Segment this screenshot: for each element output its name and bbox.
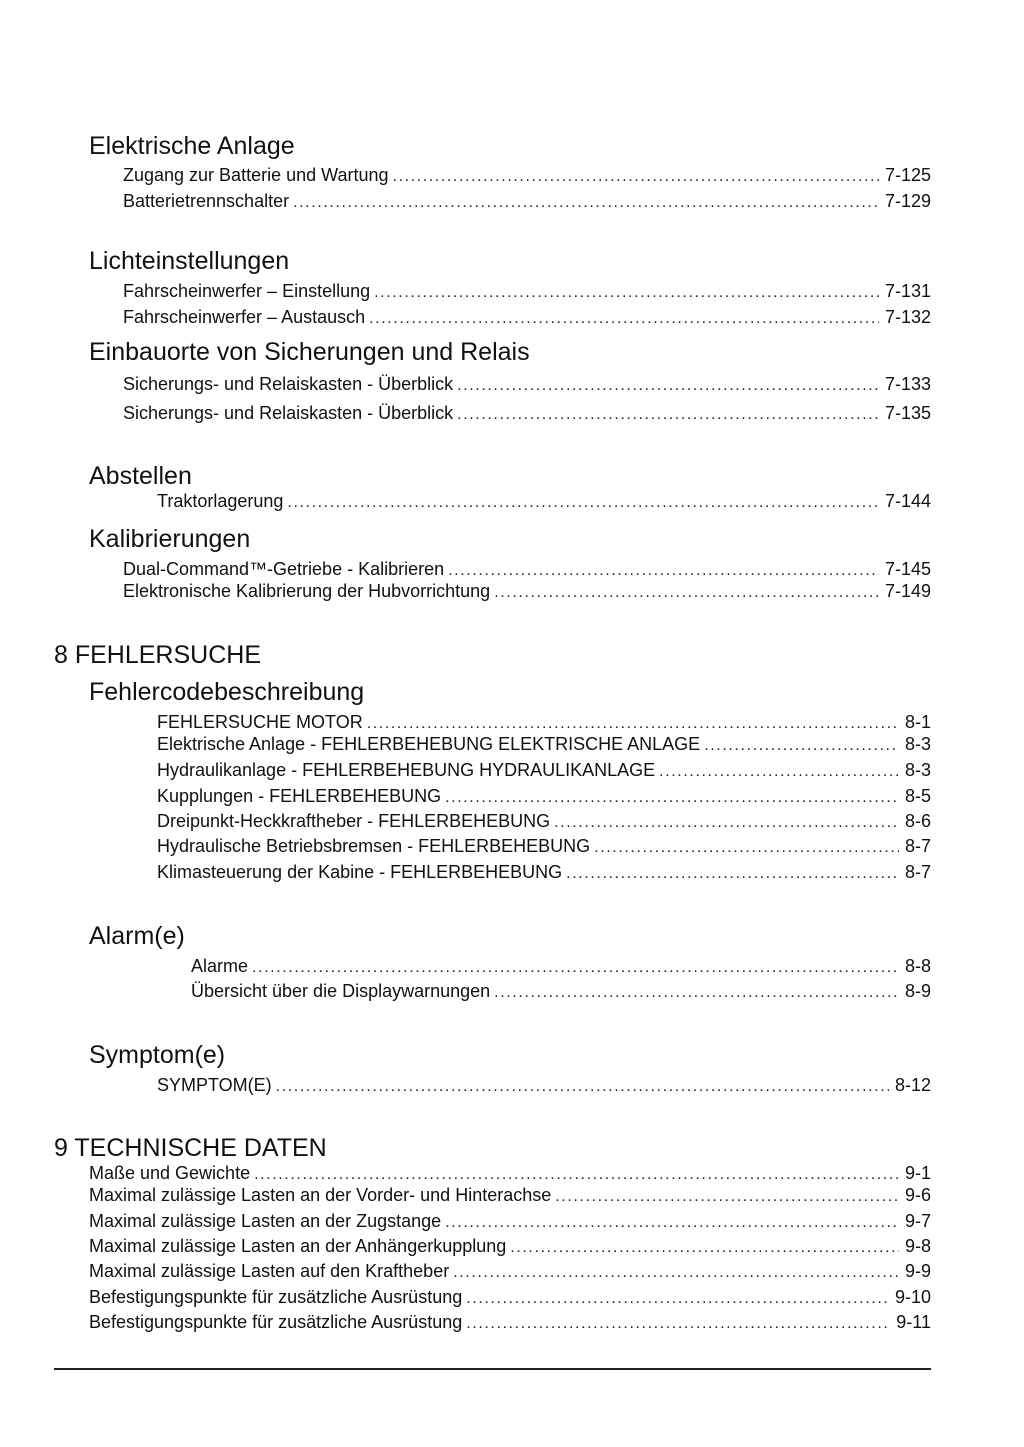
- toc-entry-title: Maximal zulässige Lasten auf den Kraftheber: [89, 1261, 450, 1281]
- toc-entry-page: 7-129: [884, 191, 931, 211]
- toc-entry-page: 8-12: [894, 1075, 931, 1095]
- toc-dot-leader: [555, 1186, 899, 1208]
- toc-entry-page: 8-7: [904, 862, 931, 882]
- toc-entry-page: 8-6: [904, 811, 931, 831]
- toc-dot-leader: [466, 1288, 889, 1310]
- toc-entry-page: 7-133: [884, 374, 931, 394]
- toc-dot-leader: [293, 192, 879, 214]
- toc-entry-page: 8-1: [904, 712, 931, 732]
- toc-entry-title: Zugang zur Batterie und Wartung: [123, 165, 389, 185]
- chapter-heading-fehlersuche: 8 FEHLERSUCHE: [54, 641, 261, 669]
- section-heading-kalibrierungen: Kalibrierungen: [89, 525, 251, 553]
- toc-entry-page: 8-3: [904, 760, 931, 780]
- toc-dot-leader: [392, 166, 878, 188]
- toc-dot-leader: [466, 1313, 890, 1335]
- toc-entry-title: Hydraulische Betriebsbremsen - FEHLERBEHEBUNG: [157, 836, 591, 856]
- toc-entry-page: 9-9: [904, 1261, 931, 1281]
- toc-entry-title: Hydraulikanlage - FEHLERBEHEBUNG HYDRAULIKANLAGE: [157, 760, 656, 780]
- chapter-heading-technische-daten: 9 TECHNISCHE DATEN: [54, 1134, 327, 1162]
- toc-dot-leader: [659, 761, 899, 783]
- toc-dot-leader: [566, 863, 899, 885]
- toc-entry-title: Fahrscheinwerfer – Einstellung: [123, 281, 371, 301]
- toc-dot-leader: [374, 282, 879, 304]
- toc-entry-title: Elektronische Kalibrierung der Hubvorrichtung: [123, 581, 491, 601]
- toc-entry[interactable]: [123, 190, 931, 214]
- toc-entry-page: 9-10: [894, 1287, 931, 1307]
- section-heading-sicherungen-relais: Einbauorte von Sicherungen und Relais: [89, 338, 530, 366]
- toc-entry-page: 9-7: [904, 1211, 931, 1231]
- toc-entry-page: 9-6: [904, 1185, 931, 1205]
- toc-entry[interactable]: [157, 835, 931, 859]
- toc-dot-leader: [254, 1164, 899, 1186]
- toc-entry-title: Batterietrennschalter: [123, 191, 290, 211]
- toc-entry[interactable]: [89, 1235, 931, 1259]
- toc-entry[interactable]: [123, 558, 931, 582]
- toc-entry-title: Sicherungs- und Relaiskasten - Überblick: [123, 374, 454, 394]
- toc-entry[interactable]: [123, 580, 931, 604]
- toc-entry[interactable]: [123, 164, 931, 188]
- toc-entry-page: 9-11: [896, 1312, 931, 1332]
- toc-dot-leader: [448, 560, 879, 582]
- toc-entry[interactable]: [157, 1074, 931, 1098]
- toc-dot-leader: [510, 1237, 899, 1259]
- toc-entry-page: 9-1: [904, 1163, 931, 1183]
- toc-entry-page: 7-125: [884, 165, 931, 185]
- toc-entry-title: Maximal zulässige Lasten an der Vorder- und Hinterachse: [89, 1185, 552, 1205]
- toc-entry-title: Befestigungspunkte für zusätzliche Ausrüstung: [89, 1287, 463, 1307]
- toc-entry-page: 9-8: [904, 1236, 931, 1256]
- toc-entry-page: 8-3: [904, 734, 931, 754]
- toc-dot-leader: [453, 1262, 899, 1284]
- section-heading-alarme: Alarm(e): [89, 922, 185, 950]
- toc-entry-title: Elektrische Anlage - FEHLERBEHEBUNG ELEKTRISCHE ANLAGE: [157, 734, 701, 754]
- toc-entry[interactable]: [191, 955, 931, 979]
- toc-entry[interactable]: [123, 306, 931, 330]
- toc-entry-page: 7-145: [884, 559, 931, 579]
- toc-entry-title: Sicherungs- und Relaiskasten - Überblick: [123, 403, 454, 423]
- toc-entry[interactable]: [89, 1184, 931, 1208]
- toc-dot-leader: [367, 713, 899, 735]
- toc-entry[interactable]: [123, 373, 931, 397]
- toc-entry-title: Kupplungen - FEHLERBEHEBUNG: [157, 786, 442, 806]
- section-heading-symptome: Symptom(e): [89, 1041, 226, 1069]
- section-heading-fehlercodebeschreibung: Fehlercodebeschreibung: [89, 678, 365, 706]
- footer-divider: [54, 1368, 931, 1370]
- toc-dot-leader: [369, 308, 879, 330]
- section-heading-elektrische-anlage: Elektrische Anlage: [89, 132, 295, 160]
- toc-entry[interactable]: [157, 810, 931, 834]
- toc-entry-title: Maximal zulässige Lasten an der Anhängerkupplung: [89, 1236, 507, 1256]
- toc-entry[interactable]: [89, 1162, 931, 1186]
- toc-entry[interactable]: [157, 733, 931, 757]
- toc-entry-title: Traktorlagerung: [157, 491, 284, 511]
- toc-entry[interactable]: [157, 785, 931, 809]
- toc-dot-leader: [704, 735, 899, 757]
- toc-entry-page: 8-9: [904, 981, 931, 1001]
- toc-dot-leader: [445, 1212, 899, 1234]
- toc-entry-page: 8-7: [904, 836, 931, 856]
- toc-dot-leader: [252, 957, 899, 979]
- toc-dot-leader: [287, 492, 879, 514]
- toc-entry-title: Maximal zulässige Lasten an der Zugstange: [89, 1211, 442, 1231]
- toc-entry-title: Fahrscheinwerfer – Austausch: [123, 307, 366, 327]
- toc-dot-leader: [457, 375, 879, 397]
- toc-entry-title: Alarme: [191, 956, 249, 976]
- toc-entry-title: FEHLERSUCHE MOTOR: [157, 712, 363, 732]
- section-heading-lichteinstellungen: Lichteinstellungen: [89, 247, 290, 275]
- toc-dot-leader: [494, 982, 899, 1004]
- toc-entry[interactable]: [89, 1286, 931, 1310]
- toc-entry-title: SYMPTOM(E): [157, 1075, 272, 1095]
- toc-entry[interactable]: [89, 1260, 931, 1284]
- toc-entry-title: Dreipunkt-Heckkraftheber - FEHLERBEHEBUNG: [157, 811, 551, 831]
- toc-entry[interactable]: [191, 980, 931, 1004]
- toc-dot-leader: [594, 837, 899, 859]
- toc-entry-page: 8-5: [904, 786, 931, 806]
- toc-entry-title: Befestigungspunkte für zusätzliche Ausrüstung: [89, 1312, 463, 1332]
- section-heading-abstellen: Abstellen: [89, 462, 192, 490]
- toc-entry-title: Übersicht über die Displaywarnungen: [191, 981, 491, 1001]
- toc-entry[interactable]: [89, 1311, 931, 1335]
- toc-entry-page: 7-144: [884, 491, 931, 511]
- toc-entry[interactable]: [123, 402, 931, 426]
- toc-dot-leader: [276, 1076, 889, 1098]
- toc-entry-title: Dual-Command™-Getriebe - Kalibrieren: [123, 559, 445, 579]
- toc-entry[interactable]: [89, 1210, 931, 1234]
- toc-dot-leader: [445, 787, 899, 809]
- toc-entry[interactable]: [157, 490, 931, 514]
- toc-entry-page: 8-8: [904, 956, 931, 976]
- toc-entry-page: 7-135: [884, 403, 931, 423]
- toc-dot-leader: [494, 582, 879, 604]
- toc-entry-page: 7-131: [884, 281, 931, 301]
- toc-dot-leader: [457, 404, 879, 426]
- toc-entry-page: 7-132: [884, 307, 931, 327]
- toc-entry[interactable]: [157, 759, 931, 783]
- toc-entry[interactable]: [123, 280, 931, 304]
- toc-entry-title: Maße und Gewichte: [89, 1163, 251, 1183]
- toc-entry[interactable]: [157, 711, 931, 735]
- toc-entry-page: 7-149: [884, 581, 931, 601]
- toc-dot-leader: [554, 812, 899, 834]
- toc-entry-title: Klimasteuerung der Kabine - FEHLERBEHEBUNG: [157, 862, 563, 882]
- toc-entry[interactable]: [157, 861, 931, 885]
